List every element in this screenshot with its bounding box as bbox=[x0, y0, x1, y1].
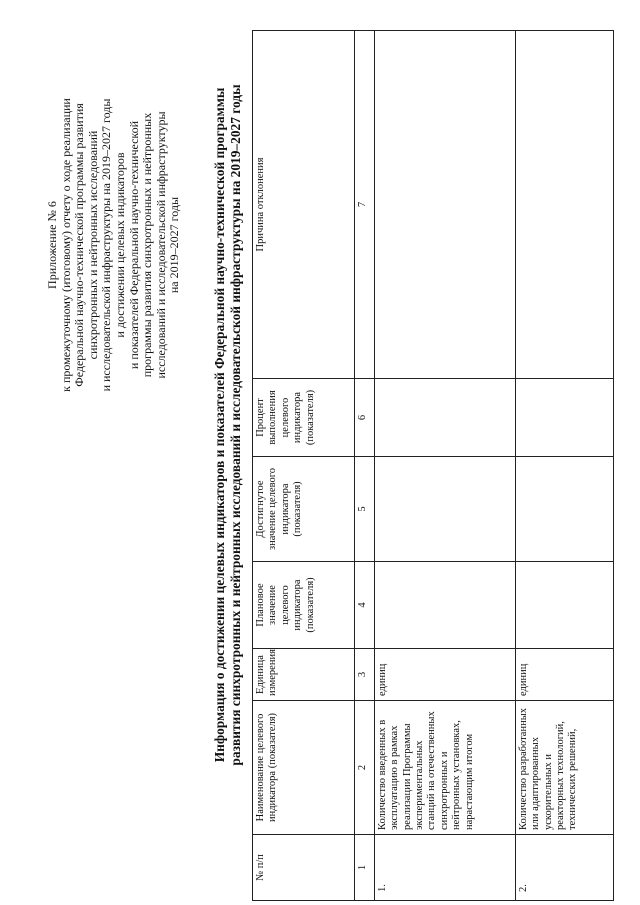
header-cell-number: № п/п bbox=[253, 835, 355, 901]
header-cell-reason: Причина отклонения bbox=[253, 31, 355, 379]
achieved-value bbox=[374, 457, 515, 562]
table-header-row bbox=[253, 31, 355, 901]
table-row bbox=[515, 31, 613, 901]
indicators-table bbox=[252, 30, 614, 901]
column-number: 3 bbox=[355, 649, 374, 701]
indicator-unit: единиц bbox=[515, 649, 613, 701]
indicator-name: Количество разработанных или адаптированных ускорительных и реакторных технологий, технических решений, bbox=[515, 701, 613, 835]
table-row bbox=[374, 31, 515, 901]
heading-line-2: развития синхротронных и нейтронных исследований и исследовательской инфраструктуры на 2019–2027 годы bbox=[228, 84, 243, 766]
header-cell-percent: Процент выполнения целевого индикатора (показателя) bbox=[253, 379, 355, 457]
planned-value bbox=[374, 562, 515, 649]
header-cell-achieved-value: Достигнутое значение целевого индикатора (показателя) bbox=[253, 457, 355, 562]
appendix-title: Приложение № 6 bbox=[45, 201, 59, 289]
indicator-unit: единиц bbox=[374, 649, 515, 701]
row-number: 1. bbox=[374, 835, 515, 901]
appendix-header-line: на 2019–2027 годы bbox=[167, 196, 182, 294]
column-number: 4 bbox=[355, 562, 374, 649]
appendix-header bbox=[46, 25, 182, 465]
achieved-value bbox=[515, 457, 613, 562]
appendix-header-line: синхротронных и нейтронных исследований bbox=[85, 130, 100, 360]
column-number: 6 bbox=[355, 379, 374, 457]
header-cell-unit: Единица измерения bbox=[253, 649, 355, 701]
header-cell-planned-value: Плановое значение целевого индикатора (показателя) bbox=[253, 562, 355, 649]
deviation-reason bbox=[515, 31, 613, 379]
column-number: 2 bbox=[355, 701, 374, 835]
document-heading bbox=[212, 5, 244, 845]
appendix-header-line: исследований и исследовательской инфраструктуры bbox=[153, 111, 168, 379]
row-number: 2. bbox=[515, 835, 613, 901]
appendix-header-line: Федеральной научно-технической программы развития bbox=[72, 103, 87, 387]
appendix-header-line: к промежуточному (итоговому) отчету о ходе реализации bbox=[58, 98, 73, 392]
deviation-reason bbox=[374, 31, 515, 379]
column-number: 5 bbox=[355, 457, 374, 562]
header-cell-indicator-name: Наименование целевого индикатора (показателя) bbox=[253, 701, 355, 835]
appendix-header-line: и исследовательской инфраструктуры на 2019–2027 годы bbox=[99, 98, 114, 392]
heading-line-1: Информация о достижении целевых индикаторов и показателей Федеральной научно-технической программы bbox=[212, 87, 227, 763]
indicator-name: Количество введенных в эксплуатацию в рамках реализации Программы экспериментальных станций на отечественных синхротронных и нейтронных установках, нарастающим итогом bbox=[374, 701, 515, 835]
column-number: 7 bbox=[355, 31, 374, 379]
appendix-header-line: и достижении целевых индикаторов bbox=[112, 152, 127, 338]
column-number: 1 bbox=[355, 835, 374, 901]
percent-complete bbox=[515, 379, 613, 457]
percent-complete bbox=[374, 379, 515, 457]
column-number-row bbox=[355, 31, 374, 901]
appendix-header-line: программы развития синхротронных и нейтронных bbox=[140, 112, 155, 378]
appendix-header-line: и показателей Федеральной научно-технической bbox=[126, 120, 141, 370]
planned-value bbox=[515, 562, 613, 649]
